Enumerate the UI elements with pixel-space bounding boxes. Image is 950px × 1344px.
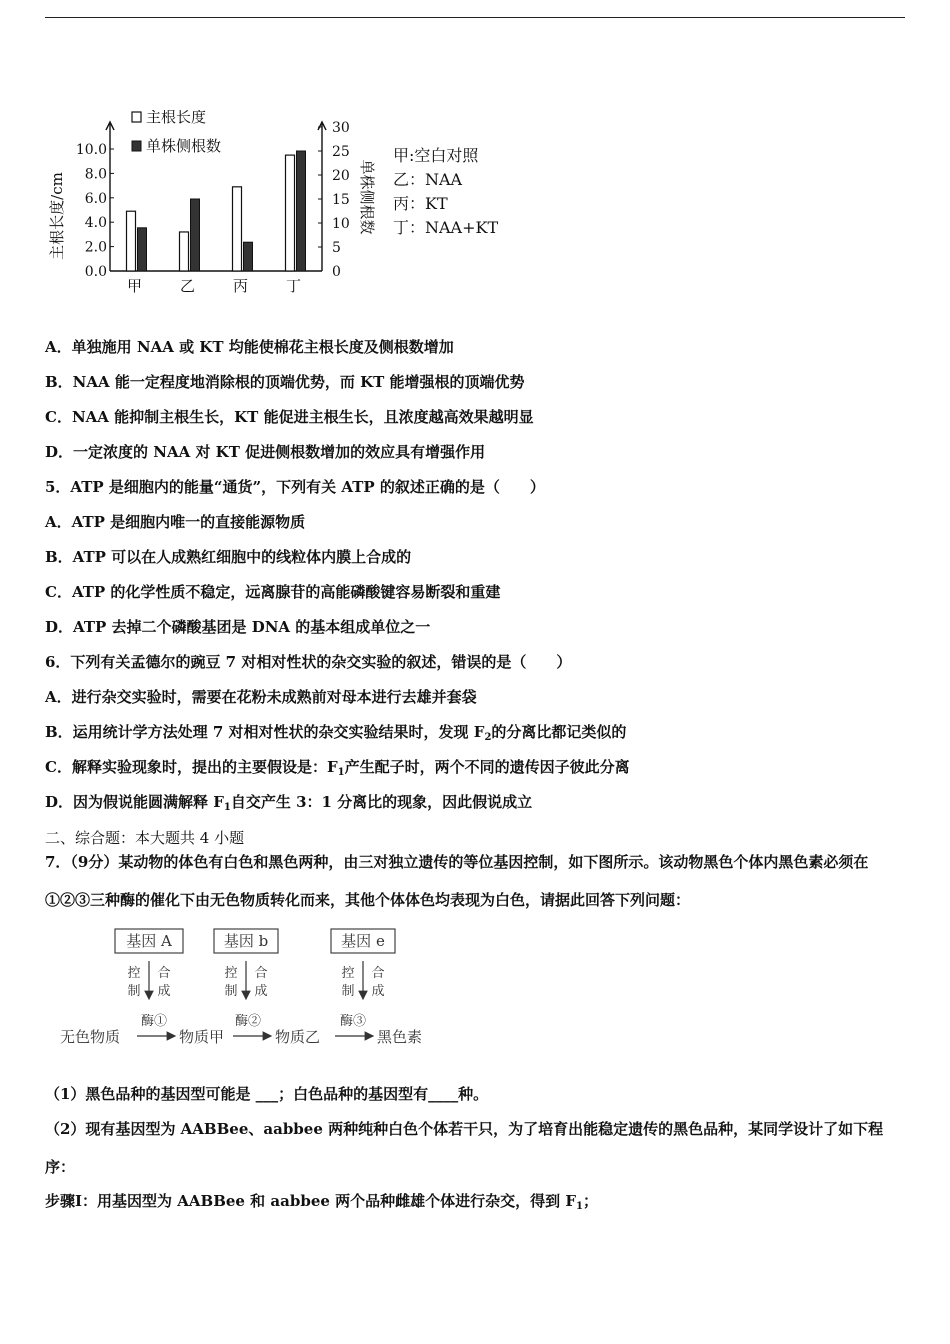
right-tick-label: 10	[332, 216, 350, 232]
q4-option-c: C．NAA 能抑制主根生长，KT 能促进主根生长，且浓度越高效果越明显	[45, 408, 534, 426]
legend-swatch-lateral-root	[132, 141, 141, 151]
synth-label-3b: 成	[371, 984, 385, 999]
left-axis-title: 主根长度/cm	[48, 172, 66, 260]
chart-note: 丙：KT	[393, 194, 448, 213]
bar-main-root-length	[127, 211, 136, 271]
legend-swatch-main-root	[132, 112, 141, 122]
left-tick-label: 2.0	[84, 239, 107, 256]
right-tick-label: 0	[332, 264, 341, 280]
category-label: 甲	[126, 277, 143, 295]
q6-option-c-post: 产生配子时，两个不同的遗传因子彼此分离	[344, 758, 630, 776]
q5-option-b: B．ATP 可以在人成熟红细胞中的线粒体内膜上合成的	[45, 548, 412, 566]
q6-option-b-sub: 2	[484, 732, 492, 743]
synth-label-2b: 成	[254, 984, 268, 999]
right-tick-label: 20	[332, 168, 350, 184]
control-label-3b: 制	[341, 984, 355, 999]
chart-note: 乙：NAA	[393, 170, 463, 189]
top-rule	[45, 17, 905, 18]
control-label-3a: 控	[341, 966, 355, 981]
q6-option-b-post: 的分离比都记类似的	[491, 723, 627, 741]
control-label-2a: 控	[224, 966, 238, 981]
q6-option-b	[45, 722, 626, 748]
synth-label-3a: 合	[371, 966, 385, 981]
q6-option-c	[45, 757, 630, 783]
q6-option-d	[45, 792, 532, 818]
bar-main-root-length	[233, 187, 242, 271]
category-label: 乙	[179, 277, 196, 295]
q6-option-d-sub: 1	[223, 802, 231, 813]
q7-step1-pre: 步骤Ⅰ：用基因型为 AABBee 和 aabbee 两个品种雌雄个体进行杂交，得到 F	[45, 1192, 577, 1210]
substance-melanin: 黑色素	[377, 1028, 423, 1046]
right-axis-title: 单株侧根数	[358, 159, 376, 235]
pathway-diagram-svg	[55, 925, 455, 1055]
substance-yi: 物质乙	[275, 1028, 321, 1046]
q4-option-d: D．一定浓度的 NAA 对 KT 促进侧根数增加的效应具有增强作用	[45, 443, 486, 461]
q5-option-c: C．ATP 的化学性质不稳定，远离腺苷的高能磷酸键容易断裂和重建	[45, 583, 501, 601]
legend-label-lateral-root: 单株侧根数	[146, 137, 222, 155]
section-heading: 二、综合题：本大题共 4 小题	[45, 829, 245, 847]
left-tick-label: 6.0	[84, 190, 107, 207]
gene-e-label: 基因 e	[341, 932, 385, 950]
q6-option-c-pre: C．解释实验现象时，提出的主要假设是：F	[45, 758, 338, 776]
right-tick-label: 15	[332, 192, 350, 208]
bar-lateral-root-count	[138, 228, 147, 271]
left-tick-label: 10.0	[75, 142, 107, 158]
q5-option-a: A．ATP 是细胞内唯一的直接能源物质	[45, 513, 306, 531]
q6-option-a: A．进行杂交实验时，需要在花粉未成熟前对母本进行去雄并套袋	[45, 688, 477, 706]
q7-sub1: （1）黑色品种的基因型可能是 ___；白色品种的基因型有____种。	[45, 1085, 489, 1103]
substance-colorless: 无色物质	[60, 1028, 121, 1046]
substance-jia: 物质甲	[179, 1028, 225, 1046]
left-tick-label: 8.0	[84, 166, 107, 183]
legend-label-main-root: 主根长度	[146, 110, 207, 126]
chart-note: 甲:空白对照	[393, 146, 479, 165]
pathway-diagram	[55, 925, 455, 1055]
q4-option-b: B．NAA 能一定程度地消除根的顶端优势，而 KT 能增强根的顶端优势	[45, 373, 525, 391]
gene-b-label: 基因 b	[223, 932, 269, 950]
q7-step1	[45, 1191, 598, 1217]
bar-lateral-root-count	[297, 151, 306, 271]
bar-lateral-root-count	[191, 199, 200, 271]
q7-step1-sub: 1	[576, 1201, 583, 1212]
control-label-1a: 控	[127, 966, 141, 981]
bar-main-root-length	[180, 232, 189, 271]
control-arrow-3	[341, 961, 384, 999]
right-tick-label: 5	[332, 240, 341, 256]
q6-stem: 6．下列有关孟德尔的豌豆 7 对相对性状的杂交实验的叙述，错误的是（ ）	[45, 653, 572, 671]
right-tick-label: 30	[332, 120, 350, 136]
bar-lateral-root-count	[244, 242, 253, 271]
q5-stem: 5．ATP 是细胞内的能量“通货”，下列有关 ATP 的叙述正确的是（ ）	[45, 478, 545, 496]
q7-stem: 7．（9分）某动物的体色有白色和黑色两种，由三对独立遗传的等位基因控制，如下图所示。该动物黑色个体内黑色素必须在①②③三种酶的催化下由无色物质转化而来，其他个体体色均表现为白色，请据此回答下列问题：	[45, 853, 869, 909]
category-label: 丁	[285, 277, 302, 295]
q6-option-d-pre: D．因为假说能圆满解释 F	[45, 793, 224, 811]
q7-step1-post: ；	[582, 1192, 598, 1210]
bar-chart-svg	[40, 110, 560, 310]
left-tick-label: 4.0	[84, 215, 107, 232]
control-arrow-1	[127, 961, 170, 999]
q6-option-b-pre: B．运用统计学方法处理 7 对相对性状的杂交实验结果时，发现 F	[45, 723, 485, 741]
enzyme-2-label: 酶②	[234, 1014, 262, 1029]
control-arrow-2	[224, 961, 267, 999]
bar-chart	[40, 110, 560, 310]
control-label-1b: 制	[127, 984, 141, 999]
synth-label-1b: 成	[157, 984, 171, 999]
left-tick-label: 0.0	[84, 264, 107, 280]
chart-note: 丁：NAA+KT	[393, 218, 499, 237]
q6-option-c-sub: 1	[337, 767, 345, 778]
control-label-2b: 制	[224, 984, 238, 999]
synth-label-2a: 合	[254, 966, 268, 981]
bar-main-root-length	[286, 155, 295, 271]
q6-option-d-post: 自交产生 3：1 分离比的现象，因此假说成立	[230, 793, 533, 811]
q5-option-d: D．ATP 去掉二个磷酸基团是 DNA 的基本组成单位之一	[45, 618, 431, 636]
enzyme-1-label: 酶①	[140, 1014, 168, 1029]
enzyme-3-label: 酶③	[339, 1014, 367, 1029]
gene-a-label: 基因 A	[126, 932, 172, 950]
synth-label-1a: 合	[157, 966, 171, 981]
q4-option-a: A．单独施用 NAA 或 KT 均能使棉花主根长度及侧根数增加	[45, 338, 454, 356]
right-tick-label: 25	[332, 144, 350, 160]
category-label: 丙	[232, 277, 249, 295]
q7-sub2: （2）现有基因型为 AABBee、aabbee 两种纯种白色个体若干只，为了培育出能稳定遗传的黑色品种，某同学设计了如下程序：	[45, 1120, 884, 1176]
